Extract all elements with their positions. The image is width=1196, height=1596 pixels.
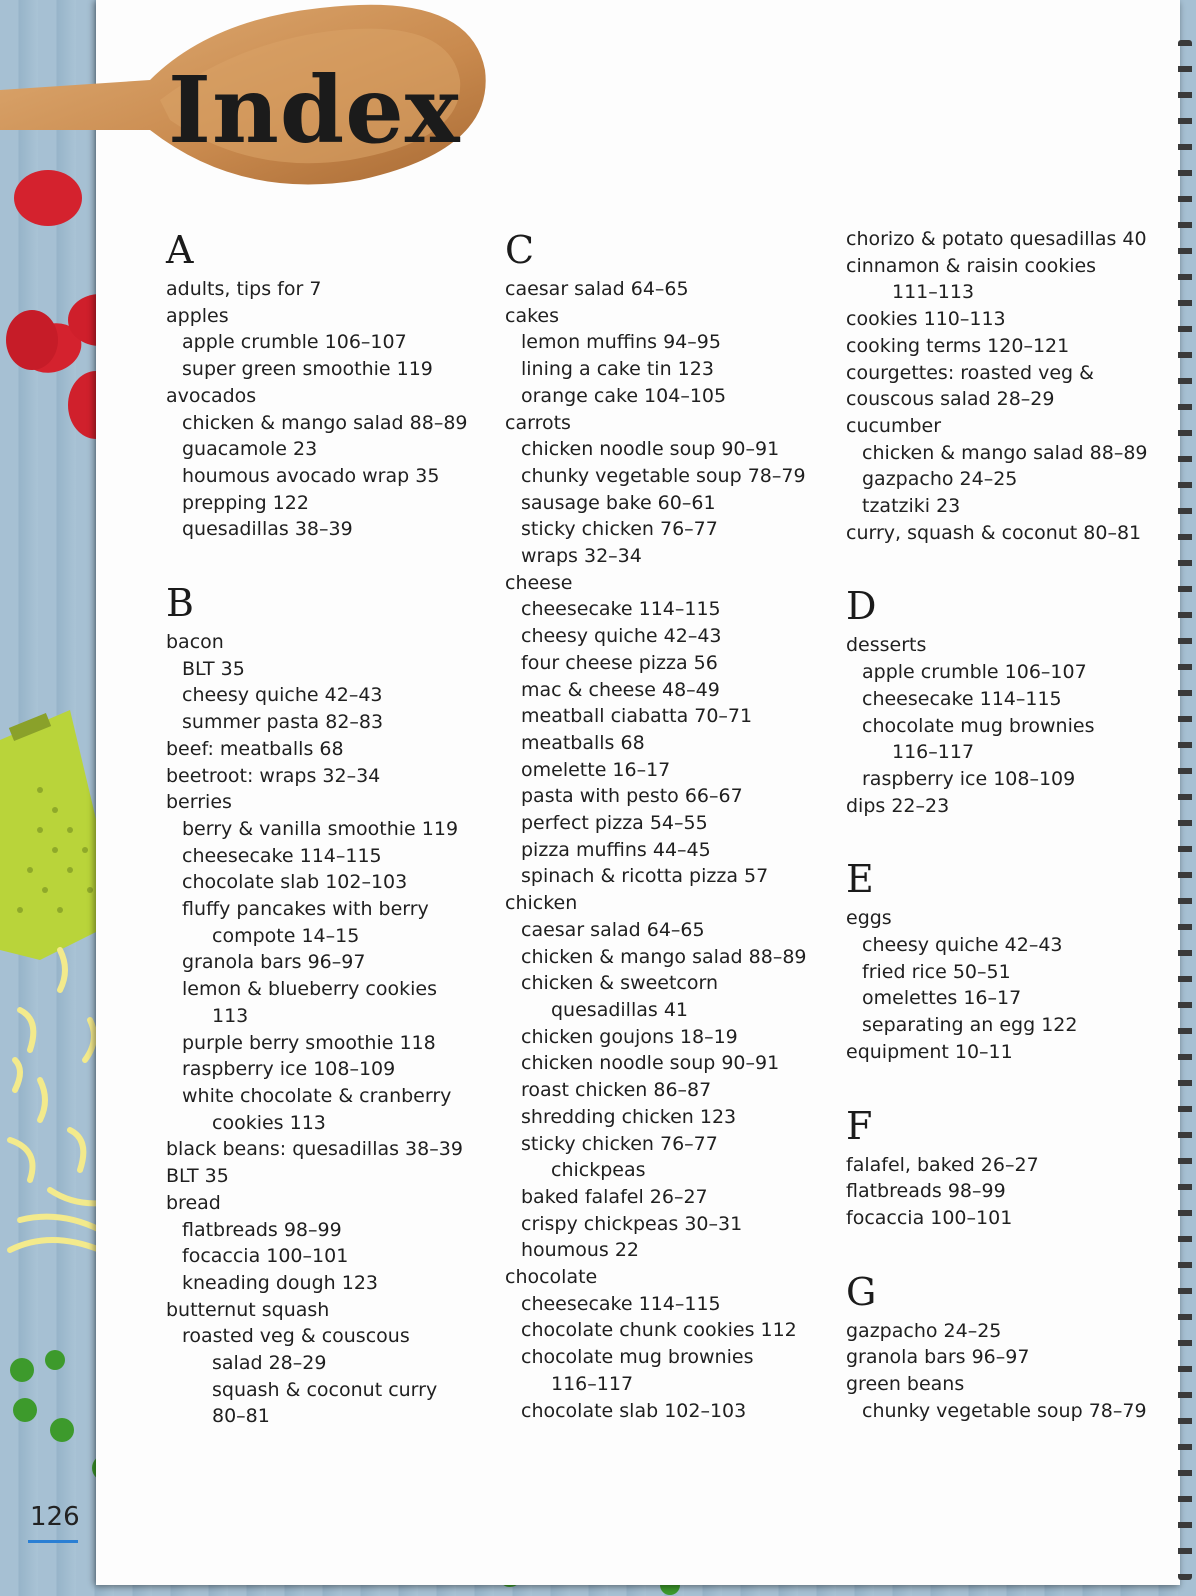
index-subentry: chicken & sweetcorn bbox=[521, 972, 719, 995]
index-entry: couscous salad 28–29 bbox=[846, 388, 1055, 411]
index-subentry: meatball ciabatta 70–71 bbox=[521, 705, 753, 728]
index-subentry: caesar salad 64–65 bbox=[521, 918, 705, 941]
index-entry: dips 22–23 bbox=[846, 794, 950, 817]
index-letter-heading: C bbox=[505, 228, 535, 272]
index-subentry: shredding chicken 123 bbox=[521, 1105, 737, 1128]
index-subentry: raspberry ice 108–109 bbox=[862, 767, 1076, 790]
index-subentry: pasta with pesto 66–67 bbox=[521, 785, 743, 808]
index-subentry: houmous 22 bbox=[521, 1239, 639, 1262]
index-subentry: berry & vanilla smoothie 119 bbox=[182, 817, 459, 840]
index-subentry: chocolate slab 102–103 bbox=[182, 871, 408, 894]
index-subentry: omelette 16–17 bbox=[521, 758, 671, 781]
index-entry: BLT 35 bbox=[166, 1165, 229, 1188]
index-subentry: summer pasta 82–83 bbox=[182, 711, 384, 734]
index-entry: beetroot: wraps 32–34 bbox=[166, 764, 381, 787]
index-entry: falafel, baked 26–27 bbox=[846, 1153, 1039, 1176]
index-subentry: squash & coconut curry bbox=[212, 1378, 438, 1401]
index-subentry: crispy chickpeas 30–31 bbox=[521, 1212, 743, 1235]
index-column-1 bbox=[166, 228, 506, 1430]
index-subentry: quesadillas 38–39 bbox=[182, 518, 353, 541]
index-entry: cooking terms 120–121 bbox=[846, 334, 1070, 357]
index-subentry: compote 14–15 bbox=[212, 924, 360, 947]
index-entry: avocados bbox=[166, 384, 257, 407]
index-subentry: fluffy pancakes with berry bbox=[182, 898, 429, 921]
index-entry: apples bbox=[166, 304, 229, 327]
index-subentry: prepping 122 bbox=[182, 491, 309, 514]
index-entry: flatbreads 98–99 bbox=[846, 1180, 1006, 1203]
index-subentry: meatballs 68 bbox=[521, 731, 645, 754]
index-letter-heading: A bbox=[166, 228, 194, 272]
index-subentry: lemon & blueberry cookies bbox=[182, 978, 437, 1001]
page-number: 126 bbox=[30, 1502, 80, 1532]
index-subentry: tzatziki 23 bbox=[862, 495, 961, 518]
index-entry: chocolate bbox=[505, 1266, 598, 1289]
index-subentry: fried rice 50–51 bbox=[862, 960, 1011, 983]
index-entry: berries bbox=[166, 791, 232, 814]
index-subentry: sausage bake 60–61 bbox=[521, 491, 716, 514]
index-subentry: lining a cake tin 123 bbox=[521, 358, 714, 381]
index-subentry: chocolate chunk cookies 112 bbox=[521, 1319, 797, 1342]
index-entry: granola bars 96–97 bbox=[846, 1346, 1030, 1369]
index-subentry: 116–117 bbox=[551, 1372, 634, 1395]
index-subentry: mac & cheese 48–49 bbox=[521, 678, 720, 701]
index-subentry: 80–81 bbox=[212, 1405, 270, 1428]
index-subentry: raspberry ice 108–109 bbox=[182, 1058, 396, 1081]
index-subentry: cheesecake 114–115 bbox=[521, 598, 721, 621]
index-subentry: chicken & mango salad 88–89 bbox=[862, 441, 1148, 464]
index-entry: focaccia 100–101 bbox=[846, 1206, 1013, 1229]
index-subentry: kneading dough 123 bbox=[182, 1271, 378, 1294]
index-entry: chorizo & potato quesadillas 40 bbox=[846, 228, 1147, 250]
index-letter-heading: G bbox=[846, 1269, 877, 1314]
index-letter-heading: E bbox=[846, 857, 874, 902]
index-subentry: chunky vegetable soup 78–79 bbox=[521, 464, 806, 487]
index-subentry: sticky chicken 76–77 bbox=[521, 1132, 718, 1155]
index-subentry: sticky chicken 76–77 bbox=[521, 518, 718, 541]
index-subentry: guacamole 23 bbox=[182, 438, 318, 461]
index-column-2 bbox=[505, 228, 845, 1424]
index-entry: beef: meatballs 68 bbox=[166, 737, 344, 760]
index-subentry: wraps 32–34 bbox=[521, 545, 642, 568]
index-column-3 bbox=[846, 226, 1186, 1425]
index-subentry: chicken & mango salad 88–89 bbox=[182, 411, 468, 434]
index-letter-heading: B bbox=[166, 581, 194, 626]
index-subentry: omelettes 16–17 bbox=[862, 987, 1022, 1010]
index-subentry: baked falafel 26–27 bbox=[521, 1185, 708, 1208]
index-subentry: gazpacho 24–25 bbox=[862, 468, 1018, 491]
index-subentry: cheesy quiche 42–43 bbox=[182, 684, 383, 707]
index-subentry: chicken & mango salad 88–89 bbox=[521, 945, 807, 968]
index-subentry: apple crumble 106–107 bbox=[182, 331, 407, 354]
index-subentry: chocolate mug brownies bbox=[521, 1346, 754, 1369]
index-subentry: 116–117 bbox=[892, 741, 975, 764]
index-subentry: chicken noodle soup 90–91 bbox=[521, 438, 780, 461]
index-subentry: cheesy quiche 42–43 bbox=[862, 934, 1063, 957]
index-subentry: houmous avocado wrap 35 bbox=[182, 464, 440, 487]
index-subentry: super green smoothie 119 bbox=[182, 358, 433, 381]
index-entry: eggs bbox=[846, 907, 892, 930]
index-entry: courgettes: roasted veg & bbox=[846, 361, 1094, 384]
index-subentry: chocolate slab 102–103 bbox=[521, 1399, 747, 1422]
index-subentry: separating an egg 122 bbox=[862, 1014, 1078, 1037]
index-subentry: cookies 113 bbox=[212, 1111, 326, 1134]
index-subentry: chunky vegetable soup 78–79 bbox=[862, 1399, 1147, 1422]
index-entry: cucumber bbox=[846, 414, 942, 437]
index-entry: cheese bbox=[505, 571, 573, 594]
index-entry: adults, tips for 7 bbox=[166, 278, 322, 300]
index-subentry: flatbreads 98–99 bbox=[182, 1218, 342, 1241]
index-entry: cakes bbox=[505, 304, 560, 327]
index-subentry: cheesecake 114–115 bbox=[521, 1292, 721, 1315]
index-entry: caesar salad 64–65 bbox=[505, 278, 689, 300]
index-entry: carrots bbox=[505, 411, 571, 434]
index-subentry: chocolate mug brownies bbox=[862, 714, 1095, 737]
index-entry: bread bbox=[166, 1191, 221, 1214]
index-letter-heading: D bbox=[846, 584, 877, 629]
index-entry: desserts bbox=[846, 634, 927, 657]
index-subentry: cheesecake 114–115 bbox=[862, 687, 1062, 710]
index-entry: cookies 110–113 bbox=[846, 308, 1006, 331]
index-subentry: lemon muffins 94–95 bbox=[521, 331, 721, 354]
index-entry: butternut squash bbox=[166, 1298, 330, 1321]
index-subentry: apple crumble 106–107 bbox=[862, 661, 1087, 684]
index-subentry: purple berry smoothie 118 bbox=[182, 1031, 436, 1054]
index-entry: green beans bbox=[846, 1373, 965, 1396]
index-subentry: pizza muffins 44–45 bbox=[521, 838, 711, 861]
index-subentry: chicken goujons 18–19 bbox=[521, 1025, 738, 1048]
index-subentry: spinach & ricotta pizza 57 bbox=[521, 865, 769, 888]
page-title: Index bbox=[168, 56, 461, 164]
index-subentry: white chocolate & cranberry bbox=[182, 1084, 452, 1107]
index-subentry: 111–113 bbox=[892, 281, 975, 304]
index-subentry: cheesecake 114–115 bbox=[182, 844, 382, 867]
index-subentry: quesadillas 41 bbox=[551, 998, 688, 1021]
index-subentry: BLT 35 bbox=[182, 657, 245, 680]
index-subentry: roast chicken 86–87 bbox=[521, 1079, 712, 1102]
raspberry bbox=[6, 310, 58, 370]
index-entry: gazpacho 24–25 bbox=[846, 1319, 1002, 1342]
index-entry: curry, squash & coconut 80–81 bbox=[846, 521, 1142, 544]
index-subentry: orange cake 104–105 bbox=[521, 384, 727, 407]
index-subentry: four cheese pizza 56 bbox=[521, 651, 718, 674]
page-number-underline bbox=[28, 1540, 78, 1543]
index-letter-heading: F bbox=[846, 1103, 873, 1148]
index-subentry: salad 28–29 bbox=[212, 1352, 327, 1375]
index-subentry: focaccia 100–101 bbox=[182, 1245, 349, 1268]
index-subentry: chicken noodle soup 90–91 bbox=[521, 1052, 780, 1075]
index-subentry: 113 bbox=[212, 1004, 249, 1027]
index-entry: chicken bbox=[505, 892, 578, 915]
index-entry: bacon bbox=[166, 631, 224, 654]
index-subentry: cheesy quiche 42–43 bbox=[521, 625, 722, 648]
index-subentry: perfect pizza 54–55 bbox=[521, 812, 708, 835]
index-subentry: roasted veg & couscous bbox=[182, 1325, 410, 1348]
index-entry: equipment 10–11 bbox=[846, 1040, 1013, 1063]
index-entry: cinnamon & raisin cookies bbox=[846, 254, 1097, 277]
index-subentry: chickpeas bbox=[551, 1159, 646, 1182]
index-entry: black beans: quesadillas 38–39 bbox=[166, 1138, 463, 1161]
index-subentry: granola bars 96–97 bbox=[182, 951, 366, 974]
